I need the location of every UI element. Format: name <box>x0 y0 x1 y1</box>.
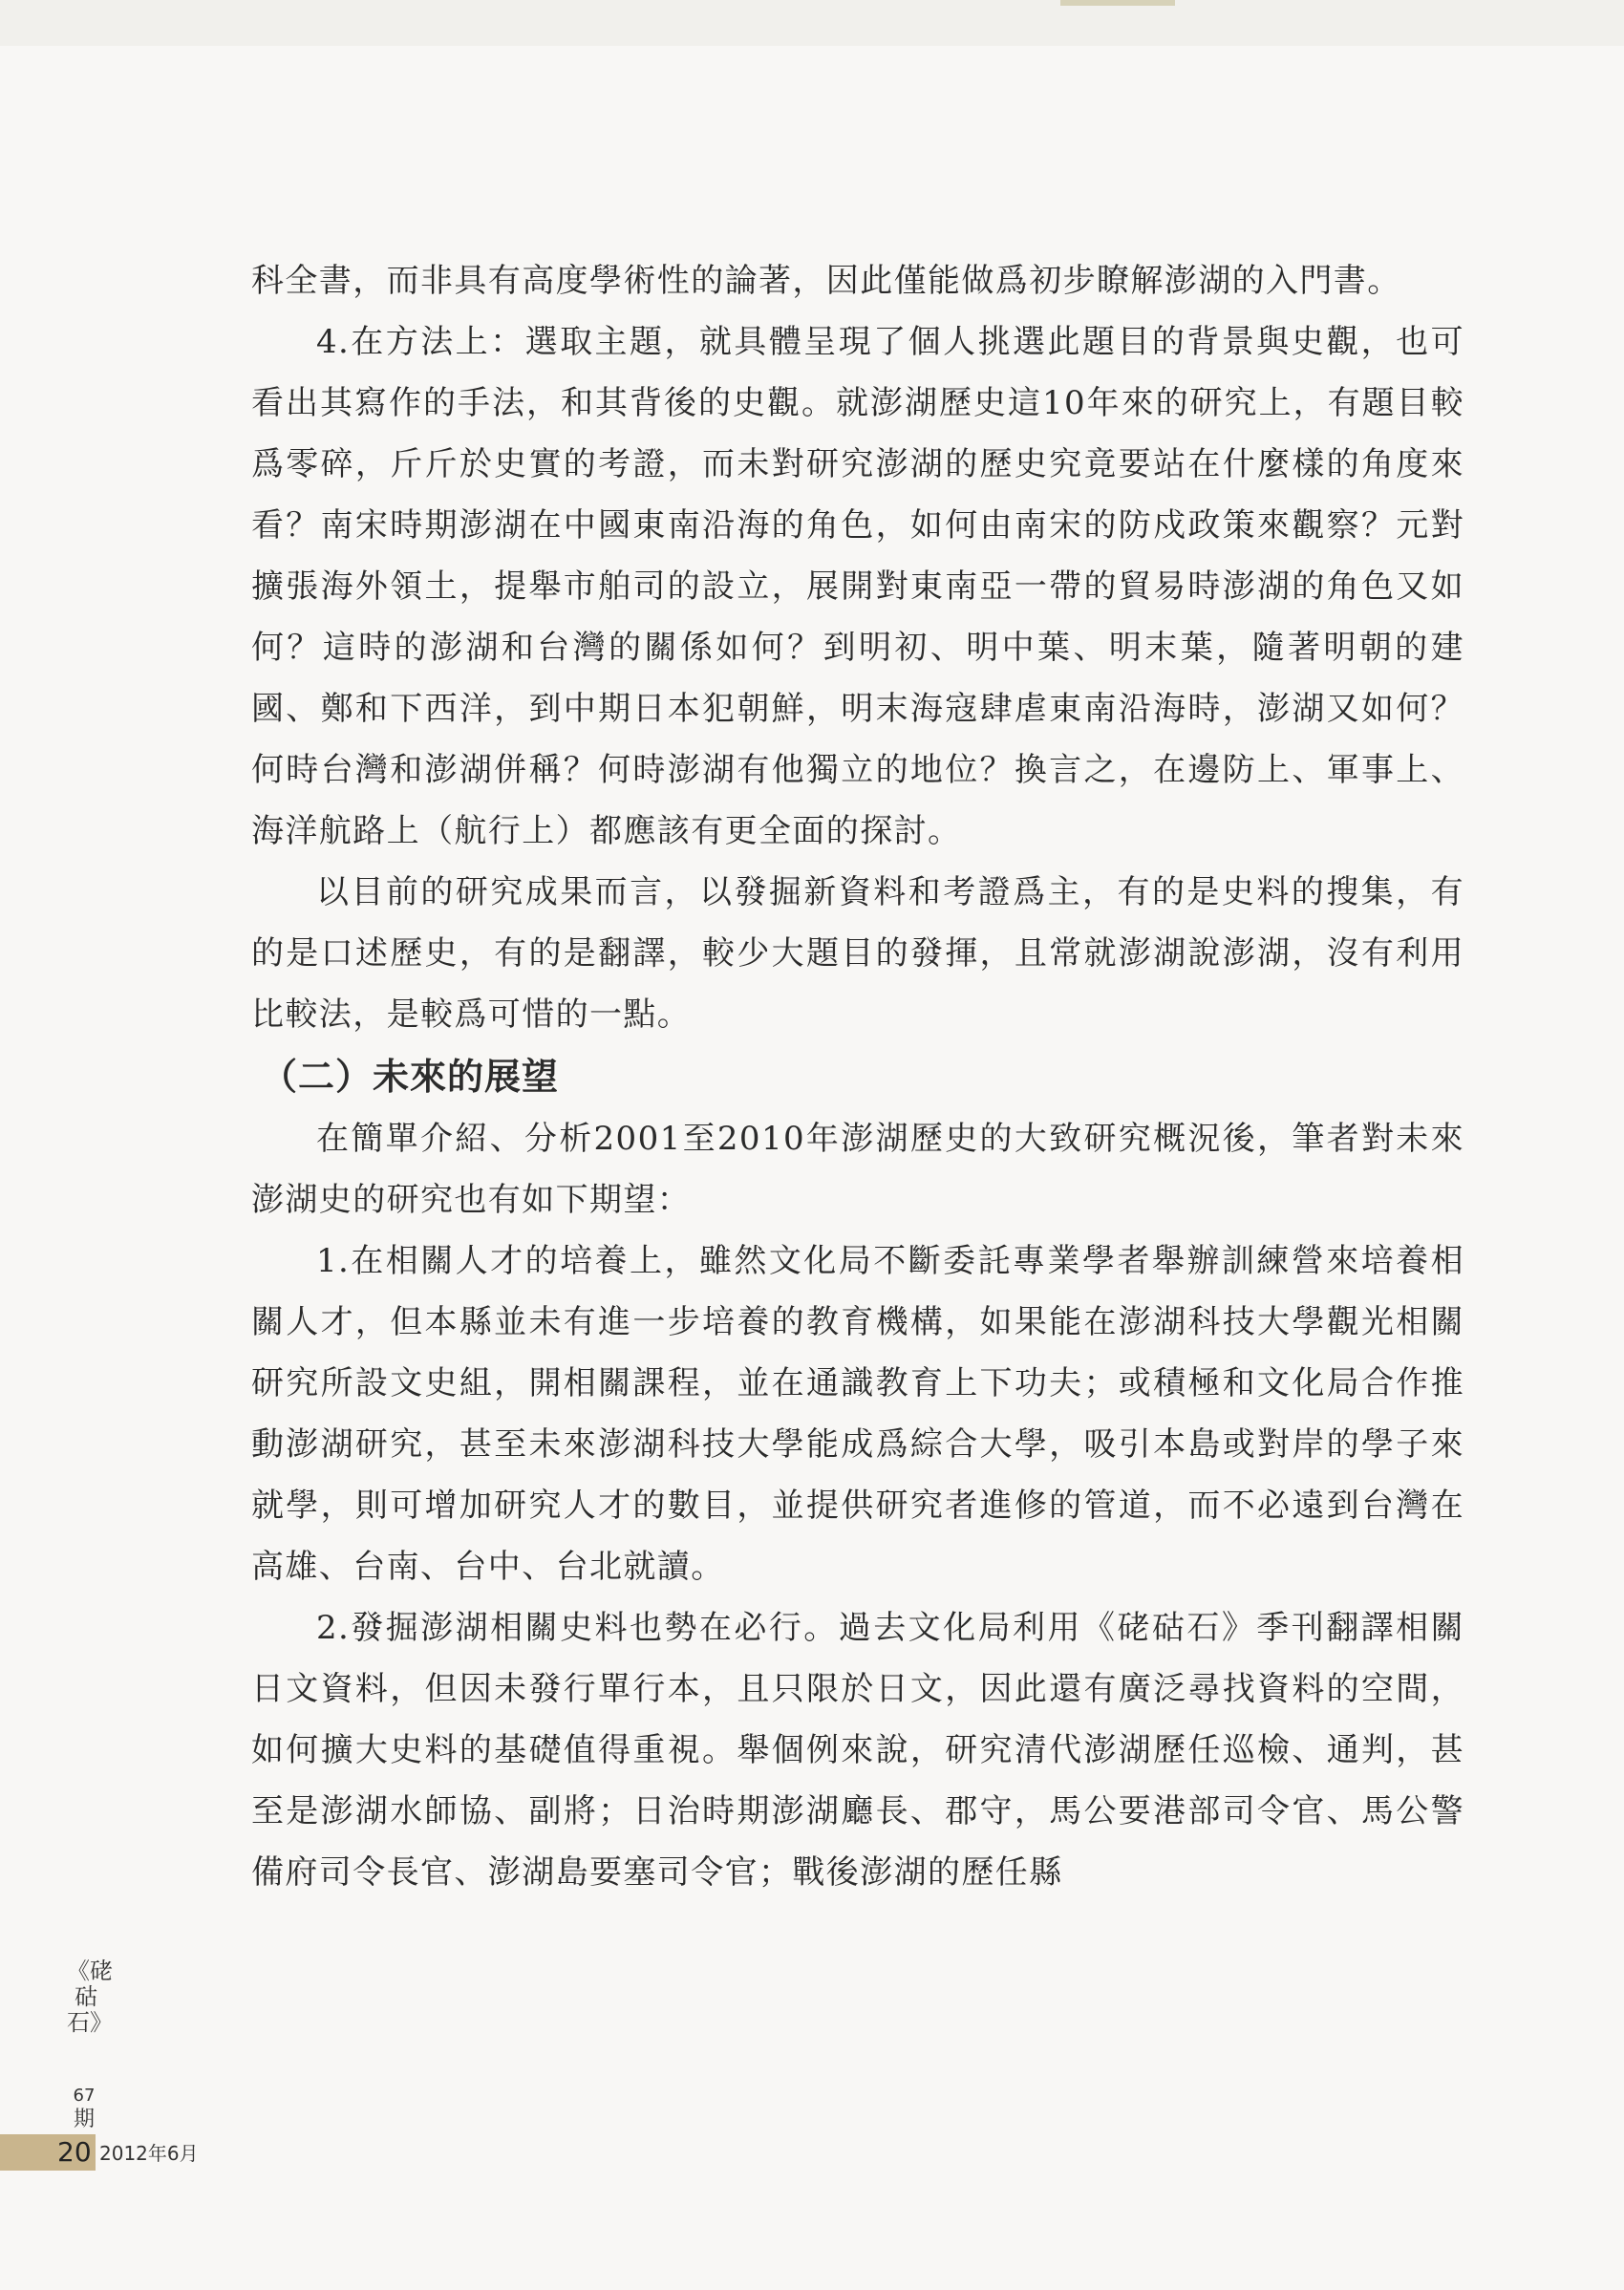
body-paragraph: 1.在相關人才的培養上，雖然文化局不斷委託專業學者舉辦訓練營來培養相關人才，但本縣並未有進一步培養的教育機構，如果能在澎湖科技大學觀光相關研究所設文史組，開相關課程，並在通識教育上下功夫；或積極和文化局合作推動澎湖研究，甚至未來澎湖科技大學能成爲綜合大學，吸引本島或對岸的學子來就學，則可增加研究人才的數目，並提供研究者進修的管道，而不必遠到台灣在高雄、台南、台中、台北就讀。 <box>251 1242 1464 1586</box>
body-paragraph: 4.在方法上：選取主題，就具體呈現了個人挑選此題目的背景與史觀，也可看出其寫作的手法，和其背後的史觀。就澎湖歷史這10年來的研究上，有題目較爲零碎，斤斤於史實的考證，而未對研究澎湖的歷史究竟要站在什麼樣的角度來看？南宋時期澎湖在中國東南沿海的角色，如何由南宋的防戍政策來觀察？元對擴張海外領土，提舉市舶司的設立，展開對東南亞一帶的貿易時澎湖的角色又如何？這時的澎湖和台灣的關係如何？到明初、明中葉、明末葉，隨著明朝的建國、鄭和下西洋，到中期日本犯朝鮮，明末海寇肆虐東南沿海時，澎湖又如何？何時台灣和澎湖併稱？何時澎湖有他獨立的地位？換言之，在邊防上、軍事上、海洋航路上（航行上）都應該有更全面的探討。 <box>251 323 1464 850</box>
page-number: 20 <box>57 2136 92 2168</box>
body-paragraph: 2.發掘澎湖相關史料也勢在必行。過去文化局利用《硓𥑮石》季刊翻譯相關日文資料，但因未發行單行本，且只限於日文，因此還有廣泛尋找資料的空間，如何擴大史料的基礎值得重視。舉個例來說，研究清代澎湖歷任巡檢、通判，甚至是澎湖水師協、副將；日治時期澎湖廳長、郡守，馬公要港部司令官、馬公警備府司令長官、澎湖島要塞司令官；戰後澎湖的歷任縣 <box>251 1609 1464 1892</box>
top-color-accent <box>1060 0 1175 6</box>
body-paragraph: 在簡單介紹、分析2001至2010年澎湖歷史的大致研究概況後，筆者對未來澎湖史的研究也有如下期望： <box>251 1120 1464 1219</box>
issue-number: 67 <box>73 2086 96 2106</box>
issue-unit: 期 <box>73 2108 95 2131</box>
body-paragraph: 科全書，而非具有高度學術性的論著，因此僅能做爲初步瞭解澎湖的入門書。 <box>251 262 1401 300</box>
journal-title-vertical: 《硓𥑮石》 <box>67 1958 113 2036</box>
article-body <box>251 250 1464 1903</box>
body-paragraph: 以目前的研究成果而言，以發掘新資料和考證爲主，有的是史料的搜集，有的是口述歷史，有的是翻譯，較少大題目的發揮，且常就澎湖說澎湖，沒有利用比較法，是較爲可惜的一點。 <box>251 873 1464 1034</box>
section-heading: （二）未來的展望 <box>261 1056 560 1098</box>
top-margin-band <box>0 0 1624 46</box>
issue-date: 2012年6月 <box>99 2142 199 2165</box>
